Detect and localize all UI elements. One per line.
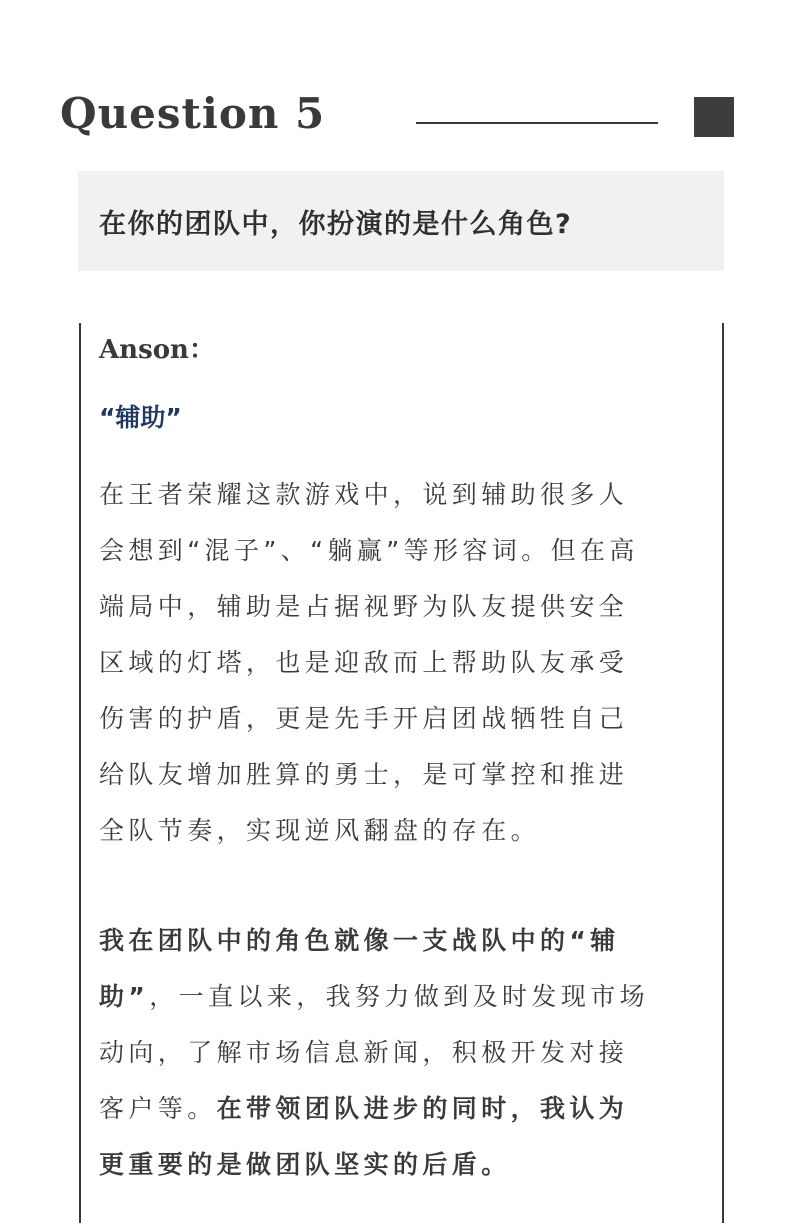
paragraph-line: 动向，了解市场信息新闻，积极开发对接	[99, 1038, 629, 1067]
paragraph-line: 更重要的是做团队坚实的后盾。	[99, 1150, 511, 1179]
speaker-name: Anson：	[99, 335, 215, 365]
paragraph-line: 在王者荣耀这款游戏中，说到辅助很多人	[99, 480, 629, 509]
bold-text: 在带领团队进步的同时，我认为	[216, 1094, 629, 1123]
bold-text: 助”	[99, 982, 150, 1011]
role-quote: “辅助”	[99, 403, 182, 432]
paragraph-line: 区域的灯塔，也是迎敌而上帮助队友承受	[99, 648, 629, 677]
normal-text: ，一直以来，我努力做到及时发现市场	[149, 982, 650, 1011]
paragraph-line: 全队节奏，实现逆风翻盘的存在。	[99, 816, 541, 845]
paragraph-line: 我在团队中的角色就像一支战队中的“辅	[99, 926, 620, 955]
question-box	[78, 171, 724, 271]
paragraph-line: 端局中，辅助是占据视野为队友提供安全	[99, 592, 629, 621]
question-text: 在你的团队中，你扮演的是什么角色?	[99, 208, 573, 240]
question-title: Question 5	[60, 89, 326, 138]
answer-paragraph-1	[99, 467, 699, 859]
answer-paragraph-2	[99, 913, 699, 1193]
paragraph-line	[99, 969, 699, 1025]
normal-text: 客户等。	[99, 1094, 217, 1123]
paragraph-line: 会想到“混子”、“躺赢”等形容词。但在高	[99, 536, 639, 565]
title-square-decoration	[694, 97, 734, 137]
paragraph-line: 给队友增加胜算的勇士，是可掌控和推进	[99, 760, 629, 789]
paragraph-line: 伤害的护盾，更是先手开启团战牺牲自己	[99, 704, 629, 733]
title-divider-line	[416, 122, 658, 124]
paragraph-line	[99, 1081, 699, 1137]
